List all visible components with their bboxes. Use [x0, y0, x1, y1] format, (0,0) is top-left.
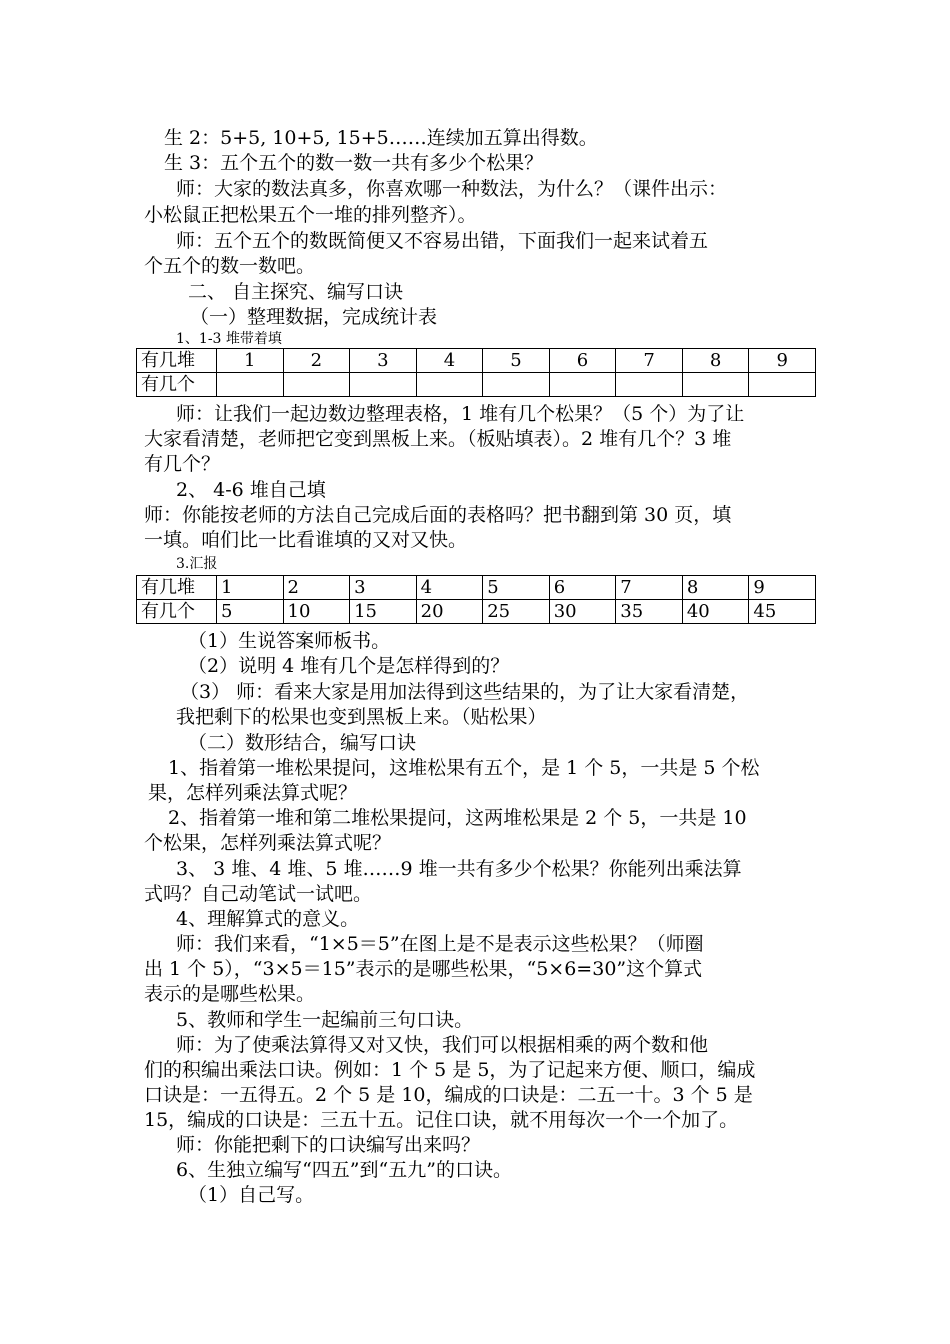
paragraph-line: 出 1 个 5），“3×5＝15”表示的是哪些松果，“5×6=30”这个算式 — [144, 958, 703, 980]
count-cell-empty — [682, 373, 749, 397]
step-line: 1、指着第一堆松果提问，这堆松果有五个，是 1 个 5，一共是 5 个松 — [168, 757, 760, 779]
paragraph-line: 个五个的数一数吧。 — [144, 255, 316, 277]
heap-cell: 3 — [350, 576, 417, 600]
row-label-heaps: 有几堆 — [137, 349, 217, 373]
table-row — [137, 600, 816, 624]
count-cell: 10 — [283, 600, 350, 624]
subsection-heading: （二）数形结合，编写口诀 — [188, 732, 417, 754]
paragraph-line: 口诀是：一五得五。2 个 5 是 10，编成的口诀是：二五一十。3 个 5 是 — [144, 1084, 753, 1106]
section-heading: 二、 自主探究、编写口诀 — [188, 281, 404, 303]
heap-cell: 9 — [749, 349, 816, 373]
count-cell-empty — [549, 373, 616, 397]
table-caption-2: 3.汇报 — [176, 556, 218, 572]
step-line: 5、教师和学生一起编前三句口诀。 — [176, 1009, 474, 1031]
heap-cell: 4 — [416, 349, 483, 373]
count-cell-empty — [350, 373, 417, 397]
teacher-line: 师：你能把剩下的口诀编写出来吗？ — [176, 1134, 481, 1156]
teacher-question-line: 师：大家的数法真多，你喜欢哪一种数法，为什么？（课件出示： — [176, 178, 728, 200]
paragraph-line: 表示的是哪些松果。 — [144, 983, 316, 1005]
paragraph-line: 有几个？ — [144, 453, 221, 475]
paragraph-line: 式吗？自己动笔试一试吧。 — [144, 883, 373, 905]
student-2-line: 生 2：5+5, 10+5, 15+5……连续加五算出得数。 — [164, 127, 598, 149]
paragraph-line: 我把剩下的松果也变到黑板上来。（贴松果） — [176, 706, 547, 728]
paragraph-line: 大家看清楚，老师把它变到黑板上来。（板贴填表）。2 堆有几个？3 堆 — [144, 428, 732, 450]
step-line: 6、生独立编写“四五”到“五九”的口诀。 — [176, 1159, 512, 1181]
paragraph-line: 果，怎样列乘法算式呢？ — [148, 782, 358, 804]
count-cell: 15 — [350, 600, 417, 624]
step-line: 2、指着第一堆和第二堆松果提问，这两堆松果是 2 个 5，一共是 10 — [168, 807, 747, 829]
paragraph-line: 个松果，怎样列乘法算式呢？ — [144, 832, 392, 854]
stats-table-filled — [136, 575, 816, 624]
teacher-line: 师：我们来看，“1×5＝5”在图上是不是表示这些松果？（师圈 — [176, 933, 704, 955]
heap-cell: 1 — [217, 576, 284, 600]
heap-cell: 5 — [483, 349, 550, 373]
paragraph-line: 小松鼠正把松果五个一堆的排列整齐）。 — [144, 204, 477, 226]
table-row — [137, 349, 816, 373]
list-item: （1）生说答案师板书。 — [188, 630, 391, 652]
table-row — [137, 373, 816, 397]
step-line: 4、理解算式的意义。 — [176, 908, 360, 930]
heap-cell: 3 — [350, 349, 417, 373]
row-label-counts: 有几个 — [137, 600, 217, 624]
heap-cell: 7 — [616, 576, 683, 600]
count-cell-empty — [283, 373, 350, 397]
heap-cell: 5 — [483, 576, 550, 600]
count-cell: 30 — [549, 600, 616, 624]
list-item: （2）说明 4 堆有几个是怎样得到的？ — [188, 655, 510, 677]
paragraph-line: 们的积编出乘法口诀。例如：1 个 5 是 5，为了记起来方便、顺口，编成 — [144, 1059, 756, 1081]
heap-cell: 2 — [283, 576, 350, 600]
student-3-line: 生 3：五个五个的数一数一共有多少个松果？ — [164, 152, 544, 174]
list-item: （3） 师：看来大家是用加法得到这些结果的，为了让大家看清楚， — [180, 681, 750, 703]
teacher-line: 师：为了使乘法算得又对又快，我们可以根据相乘的两个数和他 — [176, 1034, 709, 1056]
count-cell-empty — [616, 373, 683, 397]
step-heading: 2、 4-6 堆自己填 — [176, 479, 326, 501]
table-row — [137, 576, 816, 600]
subsection-heading: （一）整理数据，完成统计表 — [190, 306, 438, 328]
paragraph-line: 一填。咱们比一比看谁填的又对又快。 — [144, 529, 468, 551]
count-cell-empty — [416, 373, 483, 397]
count-cell: 35 — [616, 600, 683, 624]
heap-cell: 8 — [682, 576, 749, 600]
heap-cell: 9 — [749, 576, 816, 600]
teacher-line: 师：让我们一起边数边整理表格，1 堆有几个松果？（5 个）为了让 — [176, 403, 745, 425]
row-label-heaps: 有几堆 — [137, 576, 217, 600]
heap-cell: 4 — [416, 576, 483, 600]
count-cell: 25 — [483, 600, 550, 624]
heap-cell: 8 — [682, 349, 749, 373]
heap-cell: 1 — [217, 349, 284, 373]
heap-cell: 7 — [616, 349, 683, 373]
step-line: 3、 3 堆、4 堆、5 堆……9 堆一共有多少个松果？你能列出乘法算 — [176, 858, 742, 880]
paragraph-line: 15，编成的口诀是：三五十五。记住口诀，就不用每次一个一个加了。 — [144, 1109, 739, 1131]
heap-cell: 2 — [283, 349, 350, 373]
count-cell-empty — [749, 373, 816, 397]
count-cell-empty — [483, 373, 550, 397]
stats-table-empty — [136, 348, 816, 397]
count-cell: 40 — [682, 600, 749, 624]
heap-cell: 6 — [549, 349, 616, 373]
teacher-line: 师：你能按老师的方法自己完成后面的表格吗？把书翻到第 30 页，填 — [144, 504, 732, 526]
table-caption-1: 1、1-3 堆带着填 — [176, 331, 282, 347]
count-cell: 5 — [217, 600, 284, 624]
list-item: （1）自己写。 — [188, 1184, 315, 1206]
heap-cell: 6 — [549, 576, 616, 600]
count-cell: 45 — [749, 600, 816, 624]
teacher-line: 师：五个五个的数既简便又不容易出错，下面我们一起来试着五 — [176, 230, 709, 252]
row-label-counts: 有几个 — [137, 373, 217, 397]
count-cell: 20 — [416, 600, 483, 624]
count-cell-empty — [217, 373, 284, 397]
